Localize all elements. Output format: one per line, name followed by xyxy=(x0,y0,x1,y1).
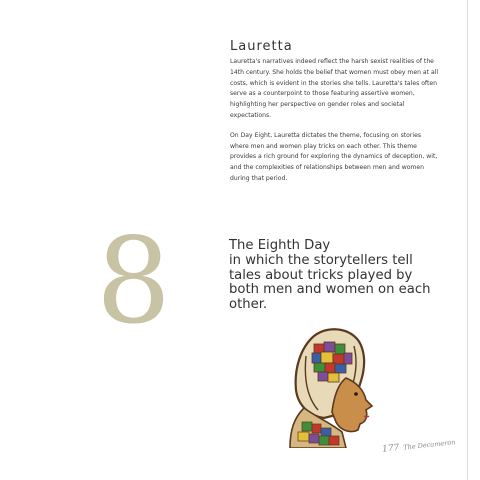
day-title: The Eighth Day xyxy=(229,238,331,253)
section-title: Lauretta xyxy=(230,39,293,54)
bio-paragraph-1: Lauretta's narratives indeed reflect the harsh sexist realities of the 14th century. She holds the belief that women must obey men at all costs, which is evident in the stories she tells. Lauretta's tales often serve as a counterpoint to those featuring assertive women, highlighting her perspective on gender roles and societal expectations. xyxy=(230,58,439,119)
eye-icon xyxy=(354,392,358,396)
signature-text: The Decameron xyxy=(402,438,456,452)
bio-paragraph-2: On Day Eight, Lauretta dictates the theme, focusing on stories where men and women play tricks on each other. This theme provides a rich ground for exploring the dynamics of deception, wit, and the complexities of relationships between men and women during that period. xyxy=(230,131,438,182)
day-caption: in which the storytellers tell tales about tricks played by both men and women on each other. xyxy=(229,253,431,312)
page-edge-divider xyxy=(467,0,468,480)
day-number: 8 xyxy=(96,212,172,350)
bio-text xyxy=(230,57,440,194)
lips xyxy=(364,416,369,417)
page-number: 177 xyxy=(381,443,400,455)
mosaic-head-illustration xyxy=(284,326,394,448)
